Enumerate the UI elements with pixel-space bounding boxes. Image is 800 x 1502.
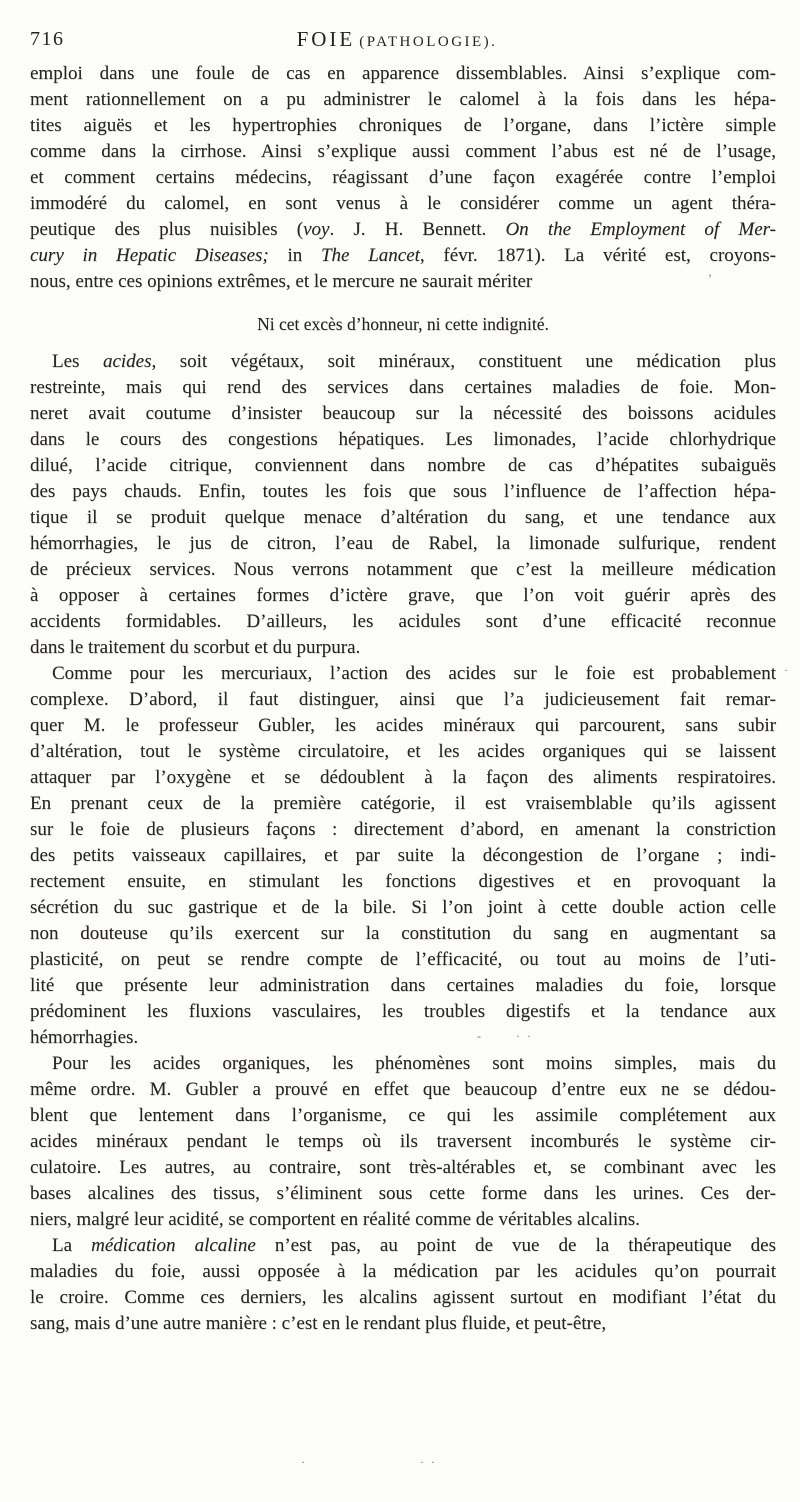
text-line: immodéré du calomel, en sont venus à le considérer comme un agent théra-	[30, 193, 776, 214]
quote-line: Ni cet excès d’honneur, ni cette indignité.	[257, 314, 549, 334]
scan-speckle: · ·	[420, 1455, 437, 1469]
text-line: plasticité, on peut se rendre compte de l’efficacité, ou tout au moins de l’uti-	[30, 949, 776, 970]
text-line: sur le foie de plusieurs façons : directement d’abord, en amenant la constriction	[30, 819, 776, 840]
text-line: cury in Hepatic Diseases; in The Lancet, févr. 1871). La vérité est, croyons-	[30, 245, 776, 266]
text-line: hémorrhagies.	[30, 1027, 139, 1048]
text-line: tique il se produit quelque menace d’altération du sang, et une tendance aux	[30, 507, 776, 528]
scan-speckle: · ·	[516, 1029, 533, 1043]
text-line: dans le cours des congestions hépatiques. Les limonades, l’acide chlorhydrique	[30, 429, 776, 450]
page-number: 716	[30, 28, 65, 50]
running-head	[30, 27, 774, 55]
text-line: quer M. le professeur Gubler, les acides minéraux qui parcourent, sans subir	[30, 715, 776, 736]
text-line: prédominent les fluxions vasculaires, les troubles digestifs et la tendance aux	[30, 1001, 776, 1022]
text-line: maladies du foie, aussi opposée à la médication par les acidules qu’on pourrait	[30, 1261, 776, 1282]
text-line: En prenant ceux de la première catégorie, il est vraisemblable qu’ils agissent	[30, 793, 776, 814]
text-line: blent que lentement dans l’organisme, ce qui les assimile complétement aux	[30, 1105, 776, 1126]
text-line: des pays chauds. Enfin, toutes les fois que sous l’influence de l’affection hépa-	[30, 481, 776, 502]
scan-speckle: ·	[784, 663, 790, 677]
paragraph	[30, 61, 776, 295]
text-line: dilué, l’acide citrique, conviennent dans nombre de cas d’hépatites subaiguës	[30, 455, 776, 476]
text-line: Pour les acides organiques, les phénomènes sont moins simples, mais du	[52, 1053, 776, 1074]
text-line: neret avait coutume d’insister beaucoup sur la nécessité des boissons acidules	[30, 403, 776, 424]
text-line: sécrétion du suc gastrique et de la bile. Si l’on joint à cette double action celle	[30, 897, 776, 918]
text-line: culatoire. Les autres, au contraire, sont très-altérables et, se combinant avec les	[30, 1157, 776, 1178]
text-line: accidents formidables. D’ailleurs, les acidules sont d’une efficacité reconnue	[30, 611, 776, 632]
text-line: des petits vaisseaux capillaires, et par suite la décongestion de l’organe ; indi-	[30, 845, 776, 866]
text-line: tites aiguës et les hypertrophies chroniques de l’organe, dans l’ictère simple	[30, 115, 776, 136]
text-line: attaquer par l’oxygène et se dédoublent à la façon des aliments respiratoires.	[30, 767, 776, 788]
text-line: dans le traitement du scorbut et du purpura.	[30, 637, 361, 658]
text-line: de précieux services. Nous verrons notamment que c’est la meilleure médication	[30, 559, 776, 580]
text-line: complexe. D’abord, il faut distinguer, ainsi que l’a judicieusement fait remar-	[30, 689, 776, 710]
scan-speckle: ·	[301, 1455, 307, 1469]
scan-speckle: -	[477, 1029, 483, 1043]
text-line: sang, mais d’une autre manière : c’est en le rendant plus fluide, et peut-être,	[30, 1313, 607, 1334]
text-line: Comme pour les mercuriaux, l’action des acides sur le foie est probablement	[52, 663, 776, 684]
text-line: bases alcalines des tissus, s’éliminent sous cette forme dans les urines. Ces der-	[30, 1183, 776, 1204]
text-line: non douteuse qu’ils exercent sur la constitution du sang en augmentant sa	[30, 923, 776, 944]
paragraph	[30, 661, 776, 1051]
text-line: peutique des plus nuisibles (voy. J. H. Bennett. On the Employment of Mer-	[30, 219, 776, 240]
text-line: Les acides, soit végétaux, soit minéraux, constituent une médication plus	[52, 351, 776, 372]
text-line: emploi dans une foule de cas en apparence dissemblables. Ainsi s’explique com-	[30, 63, 776, 84]
text-line: rectement ensuite, en stimulant les fonctions digestives et en provoquant la	[30, 871, 776, 892]
paragraph	[30, 349, 776, 661]
text-line: lité que présente leur administration dans certaines maladies du foie, lorsque	[30, 975, 776, 996]
text-line: hémorrhagies, le jus de citron, l’eau de Rabel, la limonade sulfurique, rendent	[30, 533, 776, 554]
paragraph	[30, 1233, 776, 1337]
page-text-body	[30, 61, 776, 1337]
text-line: acides minéraux pendant le temps où ils traversent incomburés le système cir-	[30, 1131, 776, 1152]
text-line: comme dans la cirrhose. Ainsi s’explique aussi comment l’abus est né de l’usage,	[30, 141, 776, 162]
text-line: nous, entre ces opinions extrêmes, et le mercure ne saurait mériter	[30, 271, 533, 292]
text-line: niers, malgré leur acidité, se comportent en réalité comme de véritables alcalins.	[30, 1209, 640, 1230]
text-line: d’altération, tout le système circulatoire, et les acides organiques qui se laissent	[30, 741, 776, 762]
text-line: La médication alcaline n’est pas, au point de vue de la thérapeutique des	[52, 1235, 776, 1256]
text-line: même ordre. M. Gubler a prouvé en effet que beaucoup d’entre eux ne se dédou-	[30, 1079, 776, 1100]
text-line: le croire. Comme ces derniers, les alcalins agissent surtout en modifiant l’état du	[30, 1287, 776, 1308]
centered-quote	[30, 311, 776, 337]
running-title	[30, 27, 764, 52]
text-line: et comment certains médecins, réagissant d’une façon exagérée contre l’emploi	[30, 167, 776, 188]
running-title-word: FOIE	[296, 27, 356, 51]
paragraph	[30, 1051, 776, 1233]
running-title-qualifier: (PATHOLOGIE).	[359, 34, 498, 50]
scan-speckle: ’	[708, 271, 714, 285]
text-line: restreinte, mais qui rend des services dans certaines maladies de foie. Mon-	[30, 377, 776, 398]
text-line: ment rationnellement on a pu administrer le calomel à la fois dans les hépa-	[30, 89, 776, 110]
text-line: à opposer à certaines formes d’ictère grave, que l’on voit guérir après des	[30, 585, 776, 606]
